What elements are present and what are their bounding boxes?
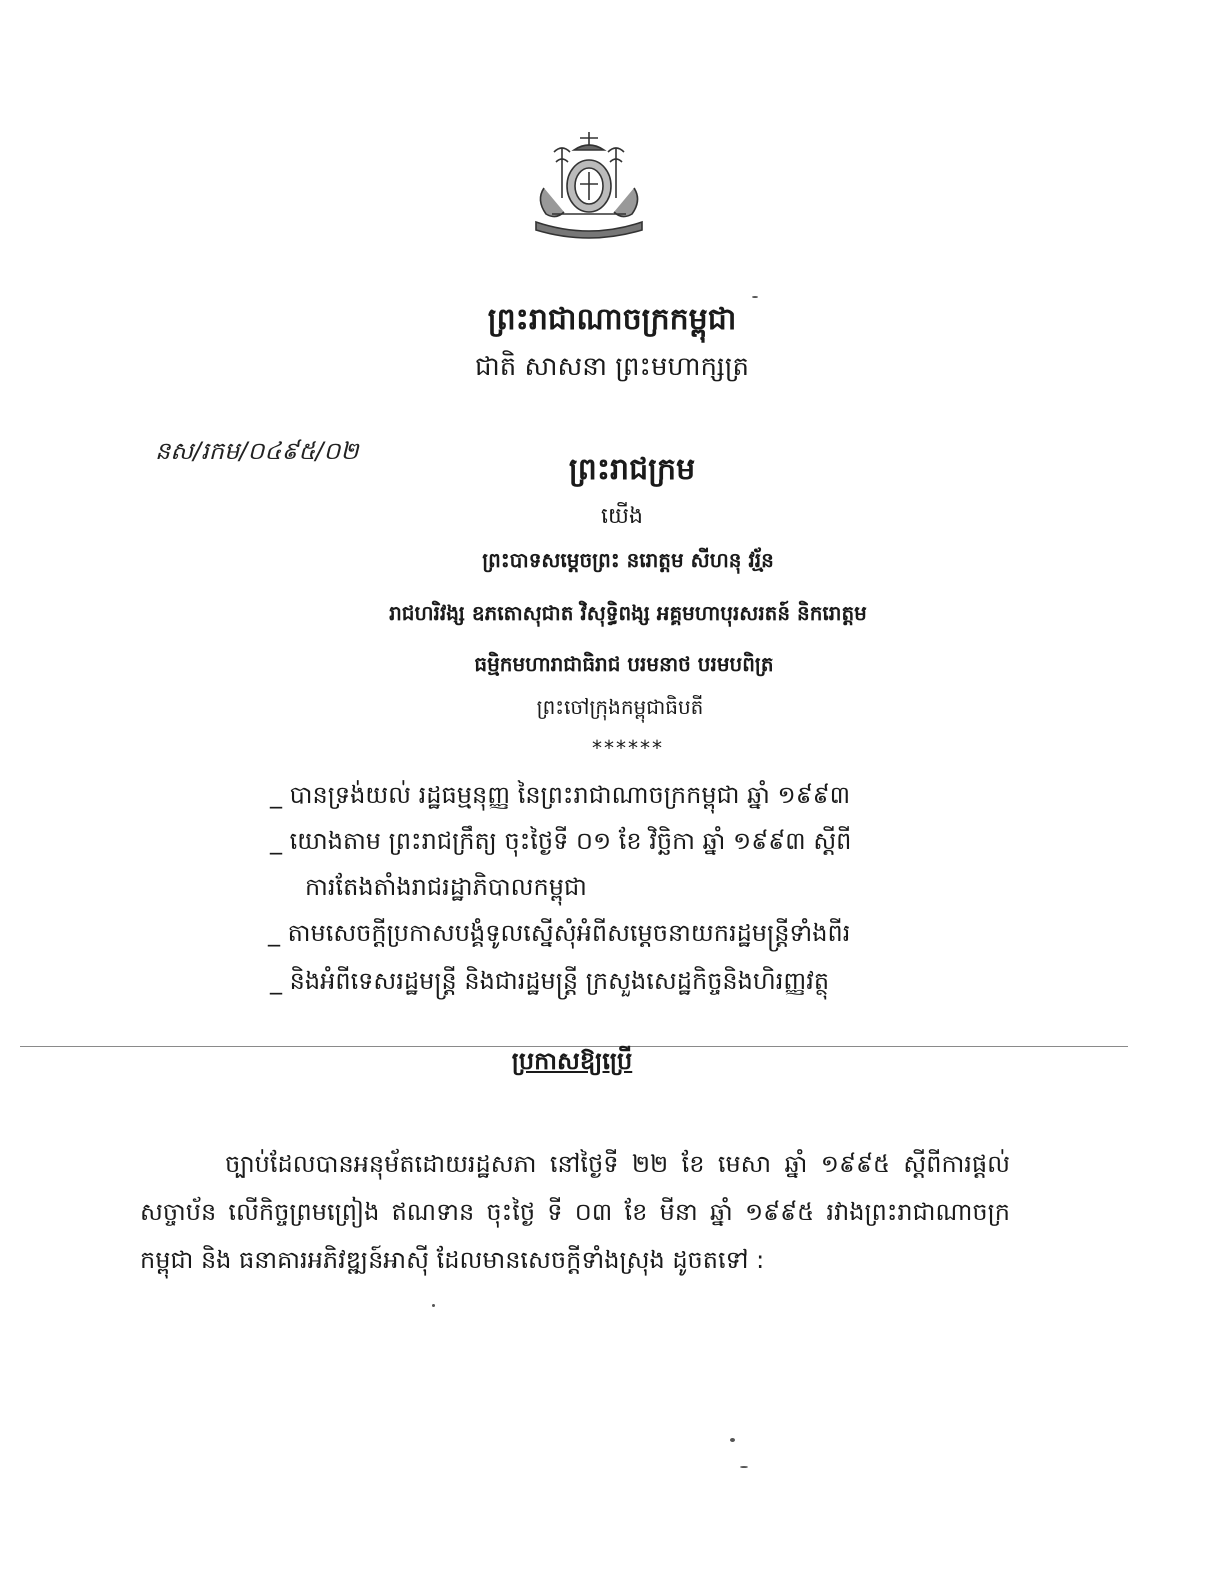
clause-royal-decree-continued: ការតែងតាំងរាជរដ្ឋាភិបាលកម្ពុជា	[305, 873, 587, 901]
subject-intro: យើង	[601, 504, 643, 529]
clause-royal-decree: _ យោងតាម ព្រះរាជក្រឹត្យ ចុះថ្ងៃទី ០១ ខែ វិច្ឆិកា ឆ្នាំ ១៩៩៣ ស្តីពី	[270, 827, 852, 855]
scan-speck	[752, 296, 758, 298]
king-title-line-3: ធម្មិកមហារាជាធិរាជ បរមនាថ បរមបពិត្រ	[474, 652, 774, 676]
scan-speck	[740, 1466, 748, 1468]
scan-speck	[432, 1304, 435, 1307]
scan-speck	[730, 1438, 735, 1442]
document-title: ព្រះរាជក្រម	[568, 452, 696, 487]
national-motto: ជាតិ សាសនា ព្រះមហាក្សត្រ	[475, 352, 749, 382]
king-title-line-2: រាជហរិវង្ស ឧភតោសុជាត វិសុទ្ធិពង្ស អគ្គមហាបុរសរតន៍ និករោត្តម	[389, 601, 867, 625]
clause-finance-minister: _ និងអំពីទេសរដ្ឋមន្ត្រី និងជារដ្ឋមន្ត្រី ក្រសួងសេដ្ឋកិច្ចនិងហិរញ្ញវត្ថុ	[270, 967, 830, 995]
royal-coat-of-arms-icon	[522, 128, 656, 244]
king-title-line-1: ព្រះបាទសម្តេចព្រះ នរោត្តម សីហនុ វរ្ម័ន	[482, 548, 774, 572]
kingdom-heading: ព្រះរាជាណាចក្រកម្ពុជា	[487, 302, 737, 337]
body-paragraph: ច្បាប់ដែលបានអនុម័តដោយរដ្ឋសភា នៅថ្ងៃទី ២២ ខែ មេសា ឆ្នាំ ១៩៩៥ ស្តីពីការផ្តល់សច្ចាប័ន លើកិច្ចព្រមព្រៀង ឥណទាន ចុះថ្ងៃ ទី ០៣ ខែ មីនា ឆ្នាំ ១៩៩៥ រវាងព្រះរាជាណាចក្រកម្ពុជា និង ធនាគារអភិវឌ្ឍន៍អាស៊ី ដែលមានសេចក្តីទាំងស្រុង ដូចតទៅ :	[140, 1150, 1010, 1274]
clause-prime-ministers: _ តាមសេចក្តីប្រកាសបង្គំទូលស្នើសុំអំពីសម្តេចនាយករដ្ឋមន្ត្រីទាំងពីរ	[268, 919, 851, 947]
king-title-line-4: ព្រះចៅក្រុងកម្ពុជាធិបតី	[536, 695, 704, 719]
proclamation-heading: ប្រកាសឱ្យប្រើ	[511, 1047, 633, 1075]
reference-number: នស/រកម/០៤៩៥/០២	[155, 437, 359, 465]
asterisk-separator: ******	[592, 736, 664, 760]
clause-constitution: _ បានទ្រង់យល់ រដ្ឋធម្មនុញ្ញ នៃព្រះរាជាណាចក្រកម្ពុជា ឆ្នាំ ១៩៩៣	[270, 781, 851, 809]
